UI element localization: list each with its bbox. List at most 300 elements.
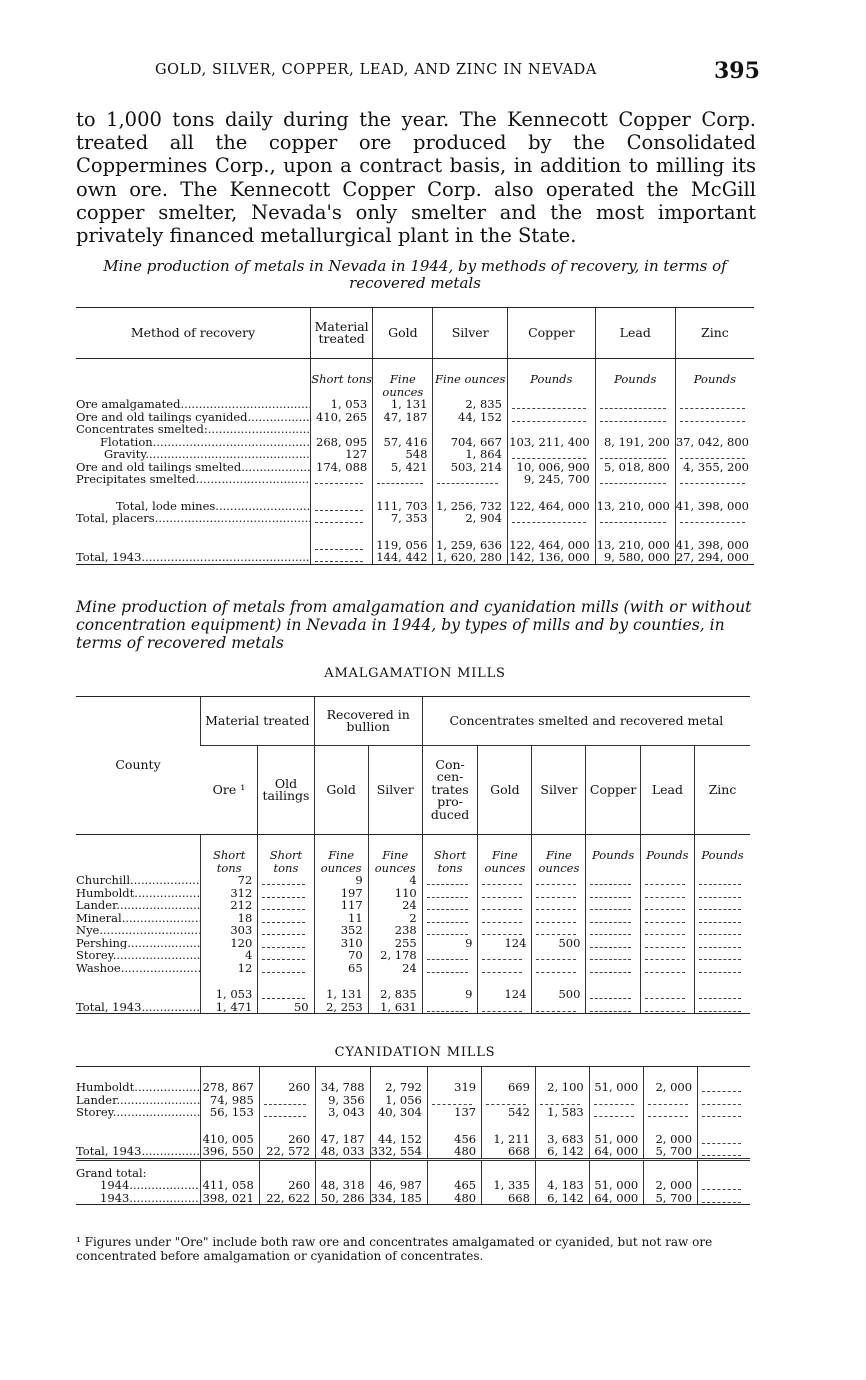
unit-label: Fine ounces [478,835,532,875]
row-label [76,887,201,900]
spacer-row [76,1119,750,1133]
row-label-text: Storey ..... [76,949,201,962]
value-cell [422,887,478,900]
data-row [76,1106,750,1119]
value-cell: 2, 000 [644,1179,698,1192]
value-cell: 22, 622 [259,1192,315,1205]
value-cell [258,899,314,912]
row-label [76,899,201,912]
value-cell: 24 [368,899,422,912]
empty-dash [264,1106,306,1117]
empty-dash [680,398,745,409]
value-cell [640,924,694,937]
value-cell [478,874,532,887]
data-row [76,448,754,461]
value-cell [640,949,694,962]
spacer-cell [259,1159,315,1179]
value-cell: 72 [201,874,258,887]
column-header: Copper [507,308,595,359]
value-cell: 1, 056 [370,1094,427,1107]
empty-dash [645,937,685,948]
county-header: County [76,697,201,835]
empty-dash [590,924,630,935]
unit-label: Short tons [201,835,258,875]
data-row [76,512,754,525]
row-label-text: Ore amalgamated ..... [76,398,311,411]
value-cell: 120 [201,937,258,950]
value-cell: 548 [373,448,433,461]
value-cell [532,1001,586,1014]
rule-cell [76,1067,201,1082]
value-cell: 668 [482,1145,536,1159]
empty-dash [482,1001,522,1012]
empty-dash [315,500,363,511]
row-label-text: 1944 ..... [76,1179,201,1192]
spacer-cell [482,1119,536,1133]
value-cell: 212 [201,899,258,912]
value-cell [640,887,694,900]
value-cell [644,1106,698,1119]
value-cell: 1, 335 [482,1179,536,1192]
rule-cell [316,1067,371,1082]
rule-cell [644,1067,698,1082]
empty-dash [590,962,630,973]
value-cell: 9 [422,988,478,1001]
empty-dash [315,539,363,550]
value-cell: 411, 058 [201,1179,260,1192]
rule-cell [427,1067,481,1082]
spacer-cell [478,974,532,988]
spacer-cell [311,525,373,539]
value-cell: 44, 152 [370,1133,427,1146]
unit-label: Fine ounces [368,835,422,875]
value-cell: 3, 683 [535,1133,589,1146]
column-header: Method of recovery [76,308,311,359]
empty-dash [590,912,630,923]
empty-dash [645,887,685,898]
value-cell [373,473,433,486]
value-cell [698,1133,750,1146]
value-cell: 503, 214 [433,461,508,474]
value-cell: 124 [478,988,532,1001]
value-cell: 1, 631 [368,1001,422,1014]
spacer-cell [675,486,754,500]
sub-header: Gold [314,746,368,835]
row-label [76,473,311,486]
value-cell: 278, 867 [201,1081,260,1094]
value-cell: 2, 904 [433,512,508,525]
empty-dash [377,473,423,484]
value-cell [586,887,640,900]
value-cell: 142, 136, 000 [507,551,595,564]
value-cell: 480 [427,1192,481,1205]
rule-cell [482,1067,536,1082]
value-cell: 51, 000 [589,1179,644,1192]
row-label [76,1133,201,1146]
spacer-cell [535,1159,589,1179]
value-cell [478,912,532,925]
empty-dash [645,874,685,885]
row-label: Grand total: [76,1165,147,1179]
row-label-text: Ore and old tailings cyanided ..... [76,411,311,424]
units-row [76,835,750,875]
spacer-cell [433,486,508,500]
value-cell: 260 [259,1133,315,1146]
value-cell [586,962,640,975]
value-cell: 319 [427,1081,481,1094]
value-cell [589,1094,644,1107]
units-row [76,359,754,399]
value-cell: 1, 211 [482,1133,536,1146]
value-cell [258,874,314,887]
value-cell [258,887,314,900]
data-row [76,551,754,564]
unit-label [76,835,201,875]
empty-dash [702,1094,741,1105]
data-row [76,473,754,486]
empty-dash [432,1094,472,1105]
rule-cell [535,1067,589,1082]
value-cell: 456 [427,1133,481,1146]
value-cell [698,1179,750,1192]
spacer-cell [675,525,754,539]
empty-dash [645,988,685,999]
row-label [76,988,201,1001]
value-cell [507,448,595,461]
value-cell: 9 [422,937,478,950]
value-cell [422,899,478,912]
sub-header: Con-cen-trates pro-duced [422,746,478,835]
row-label [76,912,201,925]
value-cell: 10, 006, 900 [507,461,595,474]
data-row [76,924,750,937]
value-cell: 6, 142 [535,1192,589,1205]
empty-dash [512,512,586,523]
value-cell: 410, 005 [201,1133,260,1146]
value-cell [586,924,640,937]
empty-dash [486,1094,526,1105]
value-cell: 50 [258,1001,314,1014]
group-header: Concentrates smelted and recovered metal [422,697,750,746]
value-cell [694,1001,750,1014]
value-cell [507,512,595,525]
value-cell [433,473,508,486]
empty-dash [699,924,741,935]
value-cell: 9, 356 [316,1094,371,1107]
row-label-text: Concentrates smelted: ..... [76,423,311,436]
empty-dash [427,1001,469,1012]
value-cell [422,912,478,925]
spacer-cell [314,974,368,988]
value-cell [311,423,373,436]
row-label [76,937,201,950]
value-cell: 312 [201,887,258,900]
value-cell: 6, 142 [535,1145,589,1159]
value-cell: 9 [314,874,368,887]
top-rule-row [76,1067,750,1082]
spacer-cell [368,974,422,988]
empty-dash [536,1001,576,1012]
value-cell: 2, 835 [433,398,508,411]
value-cell [258,912,314,925]
row-label-text: Precipitates smelted ..... [76,473,311,486]
total-1943-row [76,1001,750,1014]
empty-dash [645,962,685,973]
row-label [76,1106,201,1119]
value-cell: 64, 000 [589,1192,644,1205]
value-cell [507,423,595,436]
value-cell [478,962,532,975]
empty-dash [482,912,522,923]
row-label [76,398,311,411]
empty-dash [482,962,522,973]
spacer-cell [370,1119,427,1133]
value-cell: 2, 792 [370,1081,427,1094]
value-cell: 396, 550 [201,1145,260,1159]
row-label [76,411,311,424]
value-cell: 704, 667 [433,436,508,449]
data-row [76,899,750,912]
value-cell: 5, 700 [644,1145,698,1159]
unit-label: Fine ounces [433,359,508,399]
value-cell: 117 [314,899,368,912]
empty-dash [315,512,363,523]
unit-label [76,359,311,399]
value-cell: 1, 583 [535,1106,589,1119]
value-cell: 48, 033 [316,1145,371,1159]
value-cell: 500 [532,988,586,1001]
empty-dash [427,899,469,910]
spacer-cell [698,1159,750,1179]
value-cell [694,874,750,887]
unit-label: Pounds [586,835,640,875]
spacer-cell [201,1159,260,1179]
spacer-cell [433,525,508,539]
data-row [76,949,750,962]
value-cell [258,924,314,937]
value-cell: 334, 185 [370,1192,427,1205]
sub-header: Gold [478,746,532,835]
value-cell: 5, 421 [373,461,433,474]
value-cell [433,423,508,436]
empty-dash [699,988,741,999]
row-label-text: Total, placers ..... [76,512,311,525]
spacer-cell [76,974,201,988]
column-header: Material treated [311,308,373,359]
spacer-cell [589,1159,644,1179]
spacer-cell [535,1119,589,1133]
body-paragraph: to 1,000 tons daily during the year. The Kennecott Copper Corp. treated all the copper ore produced by the Consolidated Coppermines Corp., upon a contract basis, in addition to milling its own ore. The Kennecott Copper Corp. also operated the McGill copper smelter, Nevada's only smelter and the most important privately financed metallurgical plant in the State. [76,108,756,248]
rule-cell [201,1067,260,1082]
value-cell: 48, 318 [316,1179,371,1192]
row-label [76,1081,201,1094]
value-cell: 1, 131 [373,398,433,411]
value-cell [586,1001,640,1014]
value-cell: 4, 355, 200 [675,461,754,474]
unit-label: Pounds [694,835,750,875]
empty-dash [600,398,666,409]
value-cell [694,887,750,900]
value-cell: 2, 000 [644,1133,698,1146]
value-cell [422,949,478,962]
column-header: Lead [595,308,675,359]
unit-label: Fine ounces [314,835,368,875]
value-cell [595,398,675,411]
empty-dash [427,874,469,885]
grand-total-1944-row [76,1179,750,1192]
value-cell [595,473,675,486]
empty-dash [702,1081,741,1092]
empty-dash [600,473,666,484]
empty-dash [512,411,586,422]
spacer-cell [201,974,258,988]
row-label-text: Nye ..... [76,924,201,937]
value-cell [507,398,595,411]
row-label-text: Total, 1943 ..... [76,1001,201,1014]
value-cell: 1, 131 [314,988,368,1001]
row-label [76,1145,201,1159]
value-cell [422,962,478,975]
row-label [76,423,311,436]
spacer-cell [644,1159,698,1179]
value-cell [311,512,373,525]
value-cell [532,887,586,900]
spacer-cell [76,1119,201,1133]
empty-dash [680,448,745,459]
grand-total-1943-row [76,1192,750,1205]
empty-dash [645,1001,685,1012]
spacer-cell [532,974,586,988]
empty-dash [590,887,630,898]
empty-dash [536,962,576,973]
value-cell [698,1081,750,1094]
value-cell: 2, 178 [368,949,422,962]
row-label-text: Gravity ..... [76,448,311,461]
row-label-text: Lander ..... [76,899,201,912]
value-cell [478,887,532,900]
empty-dash [536,874,576,885]
data-row [76,398,754,411]
value-cell [675,423,754,436]
value-cell: 110 [368,887,422,900]
value-cell: 40, 304 [370,1106,427,1119]
spacer-cell [427,1159,481,1179]
value-cell: 260 [259,1179,315,1192]
table1-caption: Mine production of metals in Nevada in 1944, by methods of recovery, in terms of recovered metals [103,257,727,292]
value-cell: 8, 191, 200 [595,436,675,449]
spacer-row [76,525,754,539]
row-label-text: Lander ..... [76,1094,201,1107]
spacer-cell [422,974,478,988]
value-cell [586,899,640,912]
empty-dash [645,924,685,935]
value-cell [675,411,754,424]
value-cell: 122, 464, 000 [507,539,595,552]
empty-dash [699,899,741,910]
spacer-cell [316,1119,371,1133]
spacer-cell [311,486,373,500]
value-cell: 119, 056 [373,539,433,552]
value-cell: 260 [259,1081,315,1094]
value-cell: 1, 256, 732 [433,500,508,513]
value-cell [586,949,640,962]
value-cell [675,473,754,486]
value-cell: 303 [201,924,258,937]
data-row [76,1081,750,1094]
column-header: Zinc [675,308,754,359]
empty-dash [262,899,304,910]
value-cell [586,912,640,925]
value-cell: 465 [427,1179,481,1192]
value-cell: 65 [314,962,368,975]
cyanidation-section-title: CYANIDATION MILLS [334,1045,496,1060]
empty-dash [702,1106,741,1117]
table1-body [76,359,754,565]
empty-dash [594,1094,635,1105]
rule-cell [589,1067,644,1082]
value-cell: 398, 021 [201,1192,260,1205]
group-header-row [76,697,750,746]
row-label [76,500,311,513]
spacer-cell [427,1119,481,1133]
value-cell: 57, 416 [373,436,433,449]
value-cell: 1, 471 [201,1001,258,1014]
empty-dash [512,398,586,409]
empty-dash [427,962,469,973]
value-cell: 9, 245, 700 [507,473,595,486]
empty-dash [699,887,741,898]
empty-dash [264,1094,306,1105]
value-cell [694,937,750,950]
empty-dash [702,1133,741,1144]
spacer-cell [201,1119,260,1133]
empty-dash [427,949,469,960]
spacer-row [76,974,750,988]
empty-dash [262,988,304,999]
empty-dash [680,473,745,484]
data-row [76,962,750,975]
value-cell [311,500,373,513]
empty-dash [482,924,522,935]
column-header: Silver [433,308,508,359]
row-label-text: Mineral ..... [76,912,201,925]
sub-header: Copper [586,746,640,835]
value-cell: 1, 259, 636 [433,539,508,552]
empty-dash [702,1179,741,1190]
value-cell [640,937,694,950]
value-cell: 310 [314,937,368,950]
value-cell: 103, 211, 400 [507,436,595,449]
row-label [76,1179,201,1192]
table2-caption: Mine production of metals from amalgamation and cyanidation mills (with or without concentration equipment) in Nevada in 1944, by types of mills and by counties, in terms of recovered metals [76,598,752,652]
total-row [76,988,750,1001]
value-cell [422,874,478,887]
value-cell [422,1001,478,1014]
empty-dash [427,887,469,898]
spacer-cell [698,1119,750,1133]
value-cell: 174, 088 [311,461,373,474]
value-cell: 12 [201,962,258,975]
empty-dash [315,551,363,562]
value-cell [595,411,675,424]
value-cell: 124 [478,937,532,950]
empty-dash [262,937,304,948]
empty-dash [699,912,741,923]
value-cell: 50, 286 [316,1192,371,1205]
value-cell: 669 [482,1081,536,1094]
empty-dash [262,912,304,923]
empty-dash [262,874,304,885]
